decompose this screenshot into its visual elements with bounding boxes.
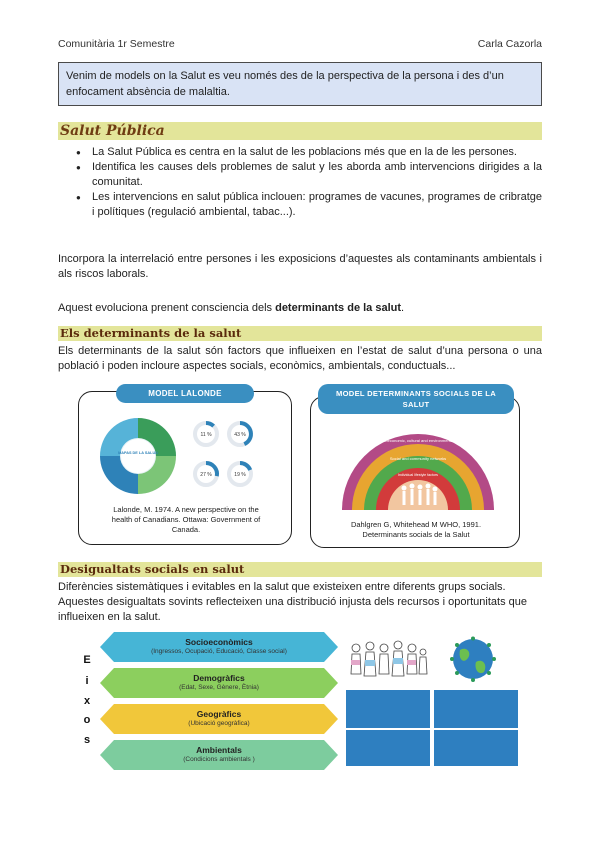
page-header xyxy=(58,38,542,50)
axis-title: Socioeconòmics xyxy=(185,637,253,647)
intro-callout: Venim de models on la Salut es veu només des de la perspectiva de la persona i des d’un enfocament absència de malaltia. xyxy=(58,62,542,106)
stat-label: 27 % xyxy=(200,472,212,478)
eixos-letter: E xyxy=(83,654,91,666)
eixos-letter: i xyxy=(85,675,89,687)
axis-title: Ambientals xyxy=(196,745,242,755)
paragraph-interrelacio: Incorpora la interrelació entre persones i les exposicions d’aquestes als contaminants ambientals i als riscos laborals. xyxy=(58,253,542,280)
infographic-box-grid xyxy=(346,690,518,766)
section-title: Salut Pública xyxy=(60,123,165,139)
lalonde-stat-4 xyxy=(229,463,251,485)
dahlgren-pill: MODEL DETERMINANTS SOCIALS DE LA SALUT xyxy=(318,384,514,414)
arc-label: General socioeconomic, cultural and environmental conditions xyxy=(362,438,474,443)
arc-label: Individual lifestyle factors xyxy=(398,473,438,477)
axis-title: Demogràfics xyxy=(193,673,245,683)
section-heading-desigualtats xyxy=(58,562,542,577)
section-heading-salut-publica xyxy=(58,122,542,140)
lalonde-pill: MODEL LALONDE xyxy=(116,384,254,403)
bold-term: determinants de la salut xyxy=(275,302,402,314)
axis-demografics xyxy=(100,668,338,698)
stat-label: 11 % xyxy=(200,432,212,438)
header-author: Carla Cazorla xyxy=(477,38,542,50)
eixos-letter: s xyxy=(83,734,91,746)
axis-subtitle: (Condicions ambientals ) xyxy=(183,756,255,763)
globe-people-icon xyxy=(450,636,496,682)
arc-label: Social and community networks xyxy=(389,456,447,461)
axis-geografics xyxy=(100,704,338,734)
paragraph-determinants xyxy=(58,301,542,316)
axis-ambientals xyxy=(100,740,338,770)
header-course: Comunitària 1r Semestre xyxy=(58,38,175,50)
lalonde-stat-1 xyxy=(195,423,217,445)
axis-subtitle: (Ingressos, Ocupació, Educació, Classe social) xyxy=(151,648,287,655)
section-title: Els determinants de la salut xyxy=(60,326,242,340)
list-item: ● Identifica les causes dels problemes de salut y les aborda amb intervencions dirigides a la comunitat. xyxy=(74,160,542,190)
stat-label: 19 % xyxy=(234,472,246,478)
axis-socioeconomics xyxy=(100,632,338,662)
info-box xyxy=(346,730,430,766)
section-title: Desigualtats socials en salut xyxy=(60,562,245,576)
paragraph-desigualtats: Diferències sistemàtiques i evitables en la salut que existeixen entre diferents grups socials. Aquestes desigualtats sovints reflecteixen una distribució injusta dels recursos i oportunitats que influeixen en la salut. xyxy=(58,581,527,623)
lalonde-caption: Lalonde, M. 1974. A new perspective on the health of Canadians. Ottawa: Government of Canada. xyxy=(111,505,261,534)
text-fragment: Aquest evoluciona prenent consciencia dels xyxy=(58,302,276,314)
section-heading-determinants xyxy=(58,326,542,341)
lalonde-stat-2 xyxy=(229,423,251,445)
dahlgren-rainbow xyxy=(338,420,498,510)
axis-subtitle: (Edat, Sexe, Gènere, Ètnia) xyxy=(179,684,259,691)
salut-publica-bullets xyxy=(74,145,542,220)
list-item: ● Les intervencions en salut pública inclouen: programes de vacunes, programes de cribratge i polítiques (regulació ambiental, tabac...). xyxy=(74,190,542,220)
dahlgren-caption: Dahlgren G, Whitehead M WHO, 1991. Determinants socials de la Salut xyxy=(350,520,482,539)
people-sketch-illustration xyxy=(348,636,428,684)
paragraph-determinants-def: Els determinants de la salut són factors que influeixen en l’estat de salut d’una persona o una població i poden incloure aspectes socials, econòmics, ambientals, conductuals... xyxy=(58,345,542,372)
lalonde-diagram xyxy=(92,412,282,502)
stat-label: 43 % xyxy=(234,432,246,438)
info-box xyxy=(346,690,430,728)
eixos-letter: o xyxy=(83,714,91,726)
axis-subtitle: (Ubicació geogràfica) xyxy=(188,720,250,727)
eixos-letter: x xyxy=(83,695,91,707)
lalonde-center-label: MAPAS DE LA SALUD xyxy=(118,451,158,455)
text-fragment: . xyxy=(401,302,405,314)
info-box xyxy=(434,730,518,766)
lalonde-stat-3 xyxy=(195,463,217,485)
list-item: ● La Salut Pública es centra en la salut de les poblacions més que en la de les persones. xyxy=(74,145,542,160)
axis-title: Geogràfics xyxy=(196,709,242,719)
info-box xyxy=(434,690,518,728)
